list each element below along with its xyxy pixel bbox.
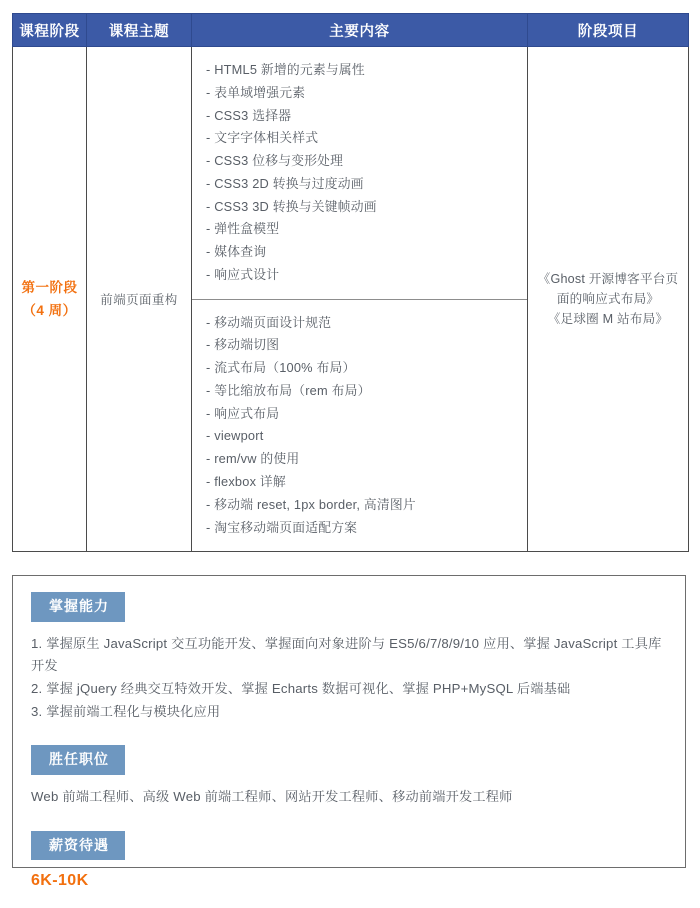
column-header-stage: 课程阶段 — [13, 14, 87, 47]
list-item: - 移动端 reset, 1px border, 高清图片 — [206, 496, 416, 512]
list-item: - flexbox 详解 — [206, 474, 286, 490]
list-item: - 媒体查询 — [206, 244, 267, 260]
ability-badge: 掌握能力 — [31, 592, 125, 622]
table-row — [13, 47, 689, 552]
ability-line: 1. 掌握原生 JavaScript 交互功能开发、掌握面向对象进阶与 ES5/6/7/8/9/10 应用、掌握 JavaScript 工具库开发 — [31, 635, 662, 674]
list-item: - 表单域增强元素 — [206, 84, 306, 100]
list-item: - 响应式设计 — [206, 266, 280, 282]
list-item: - 流式布局（100% 布局） — [206, 360, 356, 376]
position-body — [31, 786, 667, 809]
project-cell — [528, 47, 689, 552]
project-line: 《足球圈 M 站布局》 — [547, 312, 669, 327]
column-header-content: 主要内容 — [192, 14, 528, 47]
list-item: - 移动端切图 — [206, 337, 280, 353]
list-item: - 弹性盒模型 — [206, 221, 280, 237]
stage-cell — [13, 47, 87, 552]
list-item: - 等比缩放布局（rem 布局） — [206, 382, 371, 398]
position-badge: 胜任职位 — [31, 745, 125, 775]
content-list-1 — [206, 59, 527, 287]
list-item: - 淘宝移动端页面适配方案 — [206, 519, 358, 535]
project-line: 面的响应式布局》 — [556, 291, 660, 306]
table-body — [13, 47, 689, 552]
list-item: - 移动端页面设计规范 — [206, 314, 332, 330]
ability-line: 2. 掌握 jQuery 经典交互特效开发、掌握 Echarts 数据可视化、掌握 PHP+MySQL 后端基础 — [31, 680, 571, 696]
list-item: - 文字字体相关样式 — [206, 130, 319, 146]
curriculum-table-container — [12, 13, 688, 552]
list-item: - HTML5 新增的元素与属性 — [206, 62, 365, 77]
summary-panel — [12, 575, 686, 890]
list-item: - CSS3 选择器 — [206, 107, 292, 123]
salary-value: 6K-10K — [31, 872, 89, 890]
list-item: - 响应式布局 — [206, 405, 280, 421]
position-line: Web 前端工程师、高级 Web 前端工程师、网站开发工程师、移动前端开发工程师 — [31, 788, 513, 804]
column-header-topic: 课程主题 — [87, 14, 192, 47]
position-section — [31, 745, 667, 808]
project-line: 《Ghost 开源博客平台页 — [537, 271, 679, 286]
topic-cell: 前端页面重构 — [87, 47, 192, 552]
content-block — [192, 47, 527, 299]
list-item: - CSS3 位移与变形处理 — [206, 153, 344, 169]
list-item: - CSS3 2D 转换与过度动画 — [206, 175, 364, 191]
column-header-project: 阶段项目 — [528, 14, 689, 47]
ability-line: 3. 掌握前端工程化与模块化应用 — [31, 703, 221, 719]
table-header — [13, 14, 689, 47]
stage-name: 第一阶段 — [21, 279, 78, 295]
content-block — [192, 299, 527, 552]
list-item: - CSS3 3D 转换与关键帧动画 — [206, 198, 377, 214]
curriculum-table — [12, 13, 689, 552]
ability-section — [31, 592, 667, 723]
list-item: - rem/vw 的使用 — [206, 451, 300, 467]
content-list-2 — [206, 312, 527, 540]
salary-badge: 薪资待遇 — [31, 831, 125, 861]
salary-section — [31, 831, 667, 891]
content-cell — [192, 47, 528, 552]
table-header-row — [13, 14, 689, 47]
stage-duration: （4 周） — [22, 303, 77, 319]
list-item: - viewport — [206, 428, 264, 444]
ability-body — [31, 633, 667, 724]
